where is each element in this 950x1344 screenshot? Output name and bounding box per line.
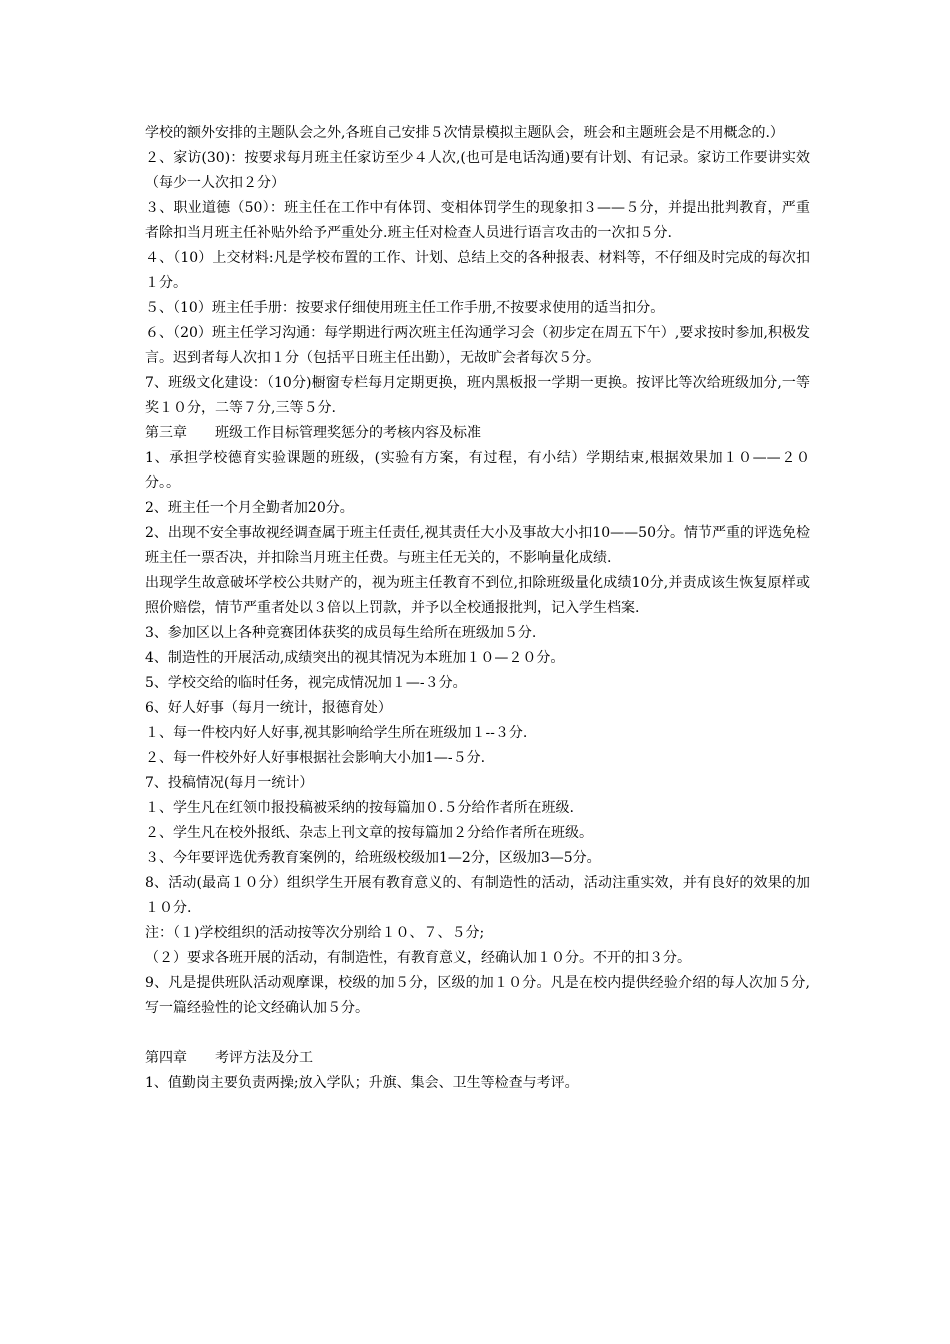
paragraph-safety-accident: 2、出现不安全事故视经调查属于班主任责任,视其责任大小及事故大小扣10——50分。情节严重的评选免检班主任一票否决，并扣除当月班主任费。与班主任无关的，不影响量化成绩.: [145, 525, 810, 566]
paragraph-good-deeds-outside: ２、每一件校外好人好事根据社会影响大小加1—-５分.: [145, 750, 486, 766]
paragraph-duty-post: 1、值勤岗主要负责两操;放入学队；升旗、集会、卫生等检查与考评。: [145, 1075, 579, 1091]
chapter-three-heading: 第三章 班级工作目标管理奖惩分的考核内容及标准: [145, 425, 481, 441]
paragraph-demo-lessons: 9、凡是提供班队活动观摩课，校级的加５分，区级的加１０分。凡是在校内提供经验介绍的每人次加５分,写一篇经验性的论文经确认加５分。: [145, 975, 810, 1016]
paragraph-submission-school-paper: １、学生凡在红领巾报投稿被采纳的按每篇加０.５分给作者所在班级.: [145, 800, 574, 816]
paragraph-property-damage: 出现学生故意破坏学校公共财产的，视为班主任教育不到位,扣除班级量化成绩10分,并责成该生恢复原样或照价赔偿，情节严重者处以３倍以上罚款，并予以全校通报批判，记入学生档案.: [145, 575, 810, 616]
paragraph-submit-materials: ４、（10）上交材料:凡是学校布置的工作、计划、总结上交的各种报表、材料等，不仔细及时完成的每次扣１分。: [145, 250, 810, 291]
chapter-four-heading: 第四章 考评方法及分工: [145, 1050, 313, 1066]
paragraph-full-attendance: 2、班主任一个月全勤者加20分。: [145, 500, 354, 516]
paragraph-teaching-cases: ３、今年要评选优秀教育案例的，给班级校级加1—2分，区级加3—5分。: [145, 850, 601, 866]
paragraph-class-culture: 7、班级文化建设：（10分)橱窗专栏每月定期更换，班内黑板报一学期一更换。按评比等次给班级加分,一等奖１０分，二等７分,三等５分.: [145, 375, 810, 416]
document-page: [145, 121, 810, 1096]
paragraph-class-meeting-note: 学校的额外安排的主题队会之外,各班自己安排５次情景模拟主题队会，班会和主题班会是不用概念的.）: [145, 125, 784, 141]
paragraph-activities: 8、活动(最高１０分）组织学生开展有教育意义的、有制造性的活动，活动注重实效，并有良好的效果的加１０分.: [145, 875, 810, 916]
paragraph-good-deeds-inside: １、每一件校内好人好事,视其影响给学生所在班级加１--３分.: [145, 725, 528, 741]
blank-line: [145, 1021, 810, 1046]
paragraph-research-project: 1、承担学校德育实验课题的班级，(实验有方案，有过程，有小结）学期结束,根据效果加１０——２０分。。: [145, 450, 810, 491]
paragraph-submissions: 7、投稿情况(每月一统计）: [145, 775, 314, 791]
paragraph-note-class-activities: （２）要求各班开展的活动，有制造性，有教育意义，经确认加１０分。不开的扣３分。: [145, 950, 691, 966]
paragraph-teacher-handbook: ５、（10）班主任手册：按要求仔细使用班主任工作手册,不按要求使用的适当扣分。: [145, 300, 665, 316]
paragraph-temporary-task: 5、学校交给的临时任务，视完成情况加１—-３分。: [145, 675, 467, 691]
paragraph-professional-ethics: ３、职业道德（50）：班主任在工作中有体罚、变相体罚学生的现象扣３——５分，并提出批判教育，严重者除扣当月班主任补贴外给予严重处分.班主任对检查人员进行语言攻击的一次扣５分.: [145, 200, 810, 241]
paragraph-teacher-study-meeting: ６、（20）班主任学习沟通：每学期进行两次班主任沟通学习会（初步定在周五下午）,要求按时参加,积极发言。迟到者每人次扣１分（包括平日班主任出勤），无故旷会者每次５分。: [145, 325, 810, 366]
paragraph-creative-activity: 4、制造性的开展活动,成绩突出的视其情况为本班加１０—２０分。: [145, 650, 565, 666]
paragraph-note-school-activities: 注：（１)学校组织的活动按等次分别给１０、７、５分;: [145, 925, 485, 941]
paragraph-good-deeds: 6、好人好事（每月一统计，报德育处）: [145, 700, 392, 716]
paragraph-submission-external: ２、学生凡在校外报纸、杂志上刊文章的按每篇加２分给作者所在班级。: [145, 825, 593, 841]
paragraph-home-visit: ２、家访(30)：按要求每月班主任家访至少４人次,(也可是电话沟通)要有计划、有记录。家访工作要讲实效（每少一人次扣２分）: [145, 150, 810, 191]
paragraph-competition-award: 3、参加区以上各种竞赛团体获奖的成员每生给所在班级加５分.: [145, 625, 537, 641]
